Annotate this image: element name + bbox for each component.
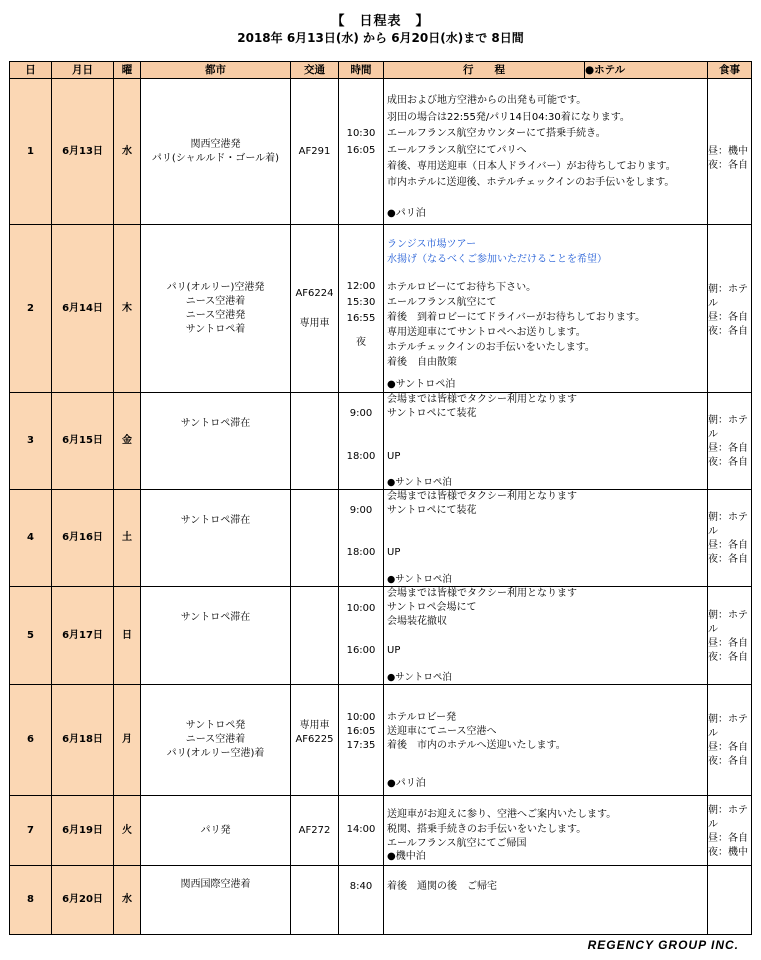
date-cell: 6月13日 <box>52 79 114 225</box>
time-cell <box>339 79 384 225</box>
weekday-cell: 金 <box>114 393 141 490</box>
weekday-cell: 水 <box>114 866 141 935</box>
plan-line: 着後 通関の後 ご帰宅 <box>387 881 497 892</box>
date-cell: 6月16日 <box>52 490 114 587</box>
meal-line: 朝：ホテル <box>708 283 748 309</box>
time-value: 10:00 <box>346 712 376 723</box>
city-line: サントロペ滞在 <box>180 612 251 623</box>
time-value: 16:05 <box>346 145 376 156</box>
time-value: 18:00 <box>346 547 376 558</box>
meal-line: 夜：各自 <box>708 325 748 337</box>
weekday-cell: 土 <box>114 490 141 587</box>
meal-line: 昼：各自 <box>708 311 748 323</box>
plan-line: 会場までは皆様でタクシー利用となります <box>387 588 577 599</box>
date-cell: 6月20日 <box>52 866 114 935</box>
plan-line: 着後 市内のホテルへ送迎いたします。 <box>387 740 566 751</box>
hotel-label: ●パリ泊 <box>387 208 426 219</box>
plan-line: 着後 自由散策 <box>387 357 457 368</box>
date-cell: 6月19日 <box>52 796 114 866</box>
date-cell: 6月15日 <box>52 393 114 490</box>
plan-line: UP <box>387 451 401 462</box>
hotel-label: ●サントロペ泊 <box>387 379 456 390</box>
meal-line: 朝：ホテル <box>708 415 748 440</box>
time-value: 10:00 <box>346 603 376 614</box>
plan-line: 送迎車がお迎えに参り、空港へご案内いたします。 <box>387 809 617 820</box>
itinerary-cell <box>384 796 708 866</box>
table-row <box>10 587 752 685</box>
meal-line: 夜：各自 <box>708 554 748 565</box>
meal-line: 夜：各自 <box>708 160 748 171</box>
transport-cell <box>291 796 339 866</box>
itinerary-cell <box>384 225 708 393</box>
table-row <box>10 685 752 796</box>
plan-line: サントロペにて装花 <box>387 505 477 516</box>
transport-cell <box>291 225 339 393</box>
plan-line: 税関、搭乗手続きのお手伝いをいたします。 <box>387 824 587 835</box>
plan-line: サントロペにて装花 <box>387 408 477 419</box>
time-value: 14:00 <box>346 824 376 835</box>
time-value: 9:00 <box>349 408 373 419</box>
meal-line: 昼：各自 <box>708 540 748 551</box>
itinerary-cell <box>384 685 708 796</box>
time-value: 16:00 <box>346 645 376 656</box>
city-line: ニース空港着 <box>185 295 246 307</box>
time-cell <box>339 587 384 685</box>
col-header-time: 時間 <box>339 62 384 79</box>
meals-cell <box>708 587 752 685</box>
time-value: 18:00 <box>346 451 376 462</box>
city-line: 関西空港発 <box>190 138 241 150</box>
time-cell <box>339 685 384 796</box>
document-title: 【 日程表 】 <box>331 14 430 29</box>
hotel-label: ●サントロペ泊 <box>387 672 452 683</box>
meal-line: 朝：ホテル <box>708 714 748 739</box>
meal-line: 昼：各自 <box>708 742 748 753</box>
meal-line: 朝：ホテル <box>708 609 748 635</box>
hotel-label: ●サントロペ泊 <box>387 477 452 488</box>
city-line: パリ(オルリー空港)着 <box>166 748 265 759</box>
city-line: パリ発 <box>200 824 231 836</box>
market-tour-note: ランジス市場ツアー <box>387 239 477 250</box>
city-cell <box>141 393 291 490</box>
transport-line: 専用車 <box>299 317 330 329</box>
city-line: サントロペ滞在 <box>180 418 251 429</box>
plan-line: 羽田の場合は22:55発/パリ14日04:30着になります。 <box>387 112 630 123</box>
time-value: 17:35 <box>346 740 376 751</box>
time-value: 9:00 <box>349 505 373 516</box>
transport-line: AF291 <box>298 145 331 157</box>
transport-cell <box>291 587 339 685</box>
transport-cell <box>291 79 339 225</box>
plan-line: UP <box>387 547 401 558</box>
itinerary-cell <box>384 393 708 490</box>
company-footer: REGENCY GROUP INC. <box>587 938 739 952</box>
plan-line: 着後、専用送迎車（日本人ドライバー）がお待ちしております。 <box>387 161 676 172</box>
col-header-day: 日 <box>10 62 52 79</box>
meal-line: 夜：機中 <box>708 846 748 858</box>
table-row <box>10 796 752 866</box>
meals-cell <box>708 79 752 225</box>
city-line: パリ(シャルルド・ゴール着) <box>151 152 280 164</box>
city-line: サントロペ着 <box>185 323 246 335</box>
time-value: 16:55 <box>346 313 376 324</box>
meal-line: 昼：機中 <box>708 146 748 157</box>
market-tour-note: 水揚げ（なるべくご参加いただけることを希望） <box>387 254 607 265</box>
itinerary-cell <box>384 490 708 587</box>
meals-cell <box>708 866 752 935</box>
schedule-table <box>9 61 752 935</box>
plan-line: ホテルロビー発 <box>387 712 457 723</box>
day-cell: 8 <box>10 866 52 935</box>
plan-line: 会場までは皆様でタクシー利用となります <box>387 394 577 405</box>
col-header-dow: 曜 <box>114 62 141 79</box>
meals-cell <box>708 490 752 587</box>
time-cell <box>339 393 384 490</box>
col-header-hotel: ●ホテル <box>585 62 708 79</box>
day-cell: 1 <box>10 79 52 225</box>
time-cell <box>339 796 384 866</box>
plan-line: 成田および地方空港からの出発も可能です。 <box>387 95 587 106</box>
city-cell <box>141 685 291 796</box>
meal-line: 夜：各自 <box>708 651 748 663</box>
col-header-itinerary: 行 程 <box>384 62 585 79</box>
time-value: 10:30 <box>346 128 376 139</box>
plan-line: サントロペ会場にて <box>387 602 477 613</box>
plan-line: UP <box>387 645 401 656</box>
city-cell <box>141 866 291 935</box>
time-cell <box>339 490 384 587</box>
transport-cell <box>291 393 339 490</box>
plan-line: エールフランス航空にてご帰国 <box>387 838 527 849</box>
meal-line: 夜：各自 <box>708 756 748 767</box>
table-row <box>10 225 752 393</box>
document-subtitle: 2018年 6月13日(水) から 6月20日(水)まで 8日間 <box>237 31 524 45</box>
plan-line: エールフランス航空カウンターにて搭乗手続き。 <box>387 128 606 139</box>
transport-line: AF6224 <box>295 287 334 299</box>
meal-line: 朝：ホテル <box>708 804 748 830</box>
transport-cell <box>291 490 339 587</box>
weekday-cell: 水 <box>114 79 141 225</box>
date-cell: 6月18日 <box>52 685 114 796</box>
plan-line: エールフランス航空にてパリへ <box>387 145 527 156</box>
meals-cell <box>708 796 752 866</box>
day-cell: 5 <box>10 587 52 685</box>
hotel-label: ●パリ泊 <box>387 778 426 789</box>
city-line: パリ(オルリー)空港発 <box>166 281 265 293</box>
day-cell: 4 <box>10 490 52 587</box>
time-value: 夜 <box>356 337 366 348</box>
table-row <box>10 490 752 587</box>
weekday-cell: 日 <box>114 587 141 685</box>
meal-line: 昼：各自 <box>708 443 748 454</box>
hotel-label: ●機中泊 <box>387 851 426 862</box>
meal-line: 昼：各自 <box>708 832 748 844</box>
time-cell <box>339 866 384 935</box>
city-cell <box>141 490 291 587</box>
weekday-cell: 木 <box>114 225 141 393</box>
hotel-label: ●サントロペ泊 <box>387 574 452 585</box>
time-value: 8:40 <box>349 881 373 892</box>
day-cell: 2 <box>10 225 52 393</box>
city-line: ニース空港発 <box>185 309 246 321</box>
meal-line: 朝：ホテル <box>708 512 748 537</box>
plan-line: 着後 到着ロビーにてドライバーがお待ちしております。 <box>387 312 646 323</box>
city-cell <box>141 225 291 393</box>
plan-line: 会場までは皆様でタクシー利用となります <box>387 491 577 502</box>
transport-line: 専用車 <box>299 720 330 731</box>
weekday-cell: 火 <box>114 796 141 866</box>
col-header-meals: 食事 <box>708 62 752 79</box>
time-cell <box>339 225 384 393</box>
day-cell: 6 <box>10 685 52 796</box>
time-value: 15:30 <box>346 297 376 308</box>
city-line: ニース空港着 <box>185 734 246 745</box>
time-value: 12:00 <box>346 281 376 292</box>
plan-line: ホテルロビーにてお待ち下さい。 <box>387 282 537 293</box>
itinerary-cell <box>384 587 708 685</box>
weekday-cell: 月 <box>114 685 141 796</box>
city-cell <box>141 587 291 685</box>
day-cell: 7 <box>10 796 52 866</box>
plan-line: ホテルチェックインのお手伝いをいたします。 <box>387 342 595 353</box>
header-row <box>10 62 752 79</box>
meal-line: 昼：各自 <box>708 637 748 649</box>
city-line: サントロペ発 <box>185 720 246 731</box>
transport-cell <box>291 685 339 796</box>
plan-line: 送迎車にてニース空港へ <box>387 726 497 737</box>
plan-line: 市内ホテルに送迎後、ホテルチェックインのお手伝いをします。 <box>387 177 675 188</box>
meals-cell <box>708 225 752 393</box>
meals-cell <box>708 393 752 490</box>
transport-line: AF6225 <box>295 734 334 745</box>
transport-cell <box>291 866 339 935</box>
itinerary-cell <box>384 79 708 225</box>
date-cell: 6月14日 <box>52 225 114 393</box>
meal-line: 夜：各自 <box>708 457 748 468</box>
col-header-city: 都市 <box>141 62 291 79</box>
meals-cell <box>708 685 752 796</box>
transport-line: AF272 <box>298 824 331 836</box>
city-line: 関西国際空港着 <box>180 879 251 890</box>
plan-line: 専用送迎車にてサントロペへお送りします。 <box>387 327 586 338</box>
plan-line: エールフランス航空にて <box>387 297 497 308</box>
plan-line: 会場装花撤収 <box>387 616 447 627</box>
itinerary-cell <box>384 866 708 935</box>
table-row <box>10 393 752 490</box>
city-cell <box>141 796 291 866</box>
date-cell: 6月17日 <box>52 587 114 685</box>
city-cell <box>141 79 291 225</box>
time-value: 16:05 <box>346 726 376 737</box>
table-row <box>10 79 752 225</box>
col-header-transport: 交通 <box>291 62 339 79</box>
col-header-date: 月日 <box>52 62 114 79</box>
city-line: サントロペ滞在 <box>180 515 251 526</box>
table-row <box>10 866 752 935</box>
day-cell: 3 <box>10 393 52 490</box>
